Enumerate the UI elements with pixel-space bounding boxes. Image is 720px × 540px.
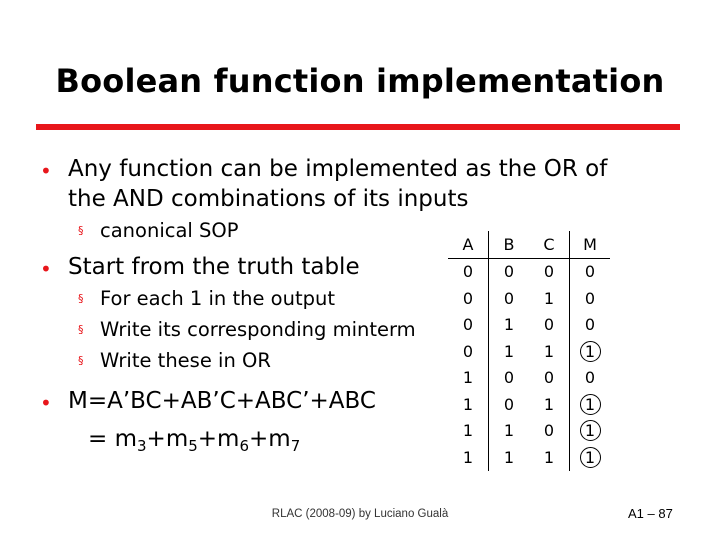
bullet-3: M=A’BC+AB’C+ABC’+ABC (68, 388, 376, 414)
bullet-dot: • (40, 391, 52, 415)
bullet-1-line-2: the AND combinations of its inputs (68, 186, 469, 212)
table-cell: 1 (529, 391, 570, 418)
minterm-expression (88, 424, 300, 461)
sub-bullet-marker: § (78, 354, 84, 367)
table-cell: 1 (503, 447, 515, 467)
minterm-subscript: 3 (137, 437, 147, 455)
table-cell: 1 (529, 285, 570, 312)
table-cell: 0 (503, 262, 515, 282)
title-underline (36, 124, 680, 130)
table-cell (570, 444, 611, 471)
table-cell: 1 (503, 421, 515, 441)
minterm-text: +m (197, 426, 240, 452)
table-cell: 1 (529, 338, 570, 365)
table-cell: 0 (448, 338, 489, 365)
table-row (448, 418, 610, 445)
table-cell: 1 (448, 418, 489, 445)
bullet-1-line-1: Any function can be implemented as the OR of (68, 156, 608, 182)
table-cell (570, 391, 611, 418)
table-header-row (448, 231, 610, 258)
table-cell: 0 (584, 262, 596, 282)
bullet-2: Start from the truth table (68, 254, 360, 280)
table-cell: 0 (448, 258, 489, 285)
table-cell: 0 (529, 365, 570, 392)
bullet-dot: • (40, 257, 52, 281)
table-cell (570, 418, 611, 445)
table-cell: 0 (448, 285, 489, 312)
circled-output: 1 (580, 447, 601, 468)
table-cell: 1 (448, 444, 489, 471)
minterm-text: +m (249, 426, 291, 452)
table-cell: 1 (529, 444, 570, 471)
table-row (448, 258, 610, 285)
table-cell: 0 (529, 312, 570, 339)
sub-bullet-marker: § (78, 323, 84, 336)
table-header-cell: B (489, 231, 530, 258)
bullet-2-sub-3: Write these in OR (100, 349, 271, 372)
sub-bullet-marker: § (78, 292, 84, 305)
table-row (448, 365, 610, 392)
table-cell: 0 (584, 288, 596, 308)
slide-title: Boolean function implementation (55, 62, 665, 100)
table-cell: 1 (448, 365, 489, 392)
bullet-2-sub-2: Write its corresponding minterm (100, 318, 416, 341)
slide-footer: RLAC (2008-09) by Luciano Gualà (271, 508, 449, 520)
table-cell: 0 (529, 418, 570, 445)
circled-output: 1 (580, 420, 601, 441)
table-header-cell: C (529, 231, 570, 258)
minterm-text: = m (88, 426, 137, 452)
table-header-cell: M (570, 231, 611, 258)
table-row (448, 285, 610, 312)
table-cell: 0 (584, 368, 596, 388)
bullet-1-sub: canonical SOP (100, 219, 239, 242)
sub-bullet-marker: § (78, 224, 84, 237)
minterm-subscript: 6 (239, 437, 250, 455)
table-cell: 1 (503, 341, 515, 361)
circled-output: 1 (580, 394, 601, 415)
truth-table (448, 231, 610, 471)
table-cell: 0 (503, 368, 515, 388)
table-cell: 0 (448, 312, 489, 339)
table-cell: 1 (503, 315, 515, 335)
page-number: A1 – 87 (628, 506, 673, 521)
minterm-text: +m (146, 426, 189, 452)
bullet-2-sub-1: For each 1 in the output (100, 287, 335, 310)
table-row (448, 312, 610, 339)
table-cell: 1 (448, 391, 489, 418)
table-row (448, 444, 610, 471)
bullet-dot: • (40, 159, 52, 183)
table-header-cell: A (448, 231, 489, 258)
table-cell: 0 (503, 394, 515, 414)
minterm-subscript: 5 (188, 437, 198, 455)
table-row (448, 338, 610, 365)
circled-output: 1 (580, 341, 601, 362)
table-cell: 0 (503, 288, 515, 308)
table-cell (570, 338, 611, 365)
table-cell: 0 (584, 315, 596, 335)
minterm-subscript: 7 (290, 437, 301, 455)
table-row (448, 391, 610, 418)
table-cell: 0 (529, 258, 570, 285)
